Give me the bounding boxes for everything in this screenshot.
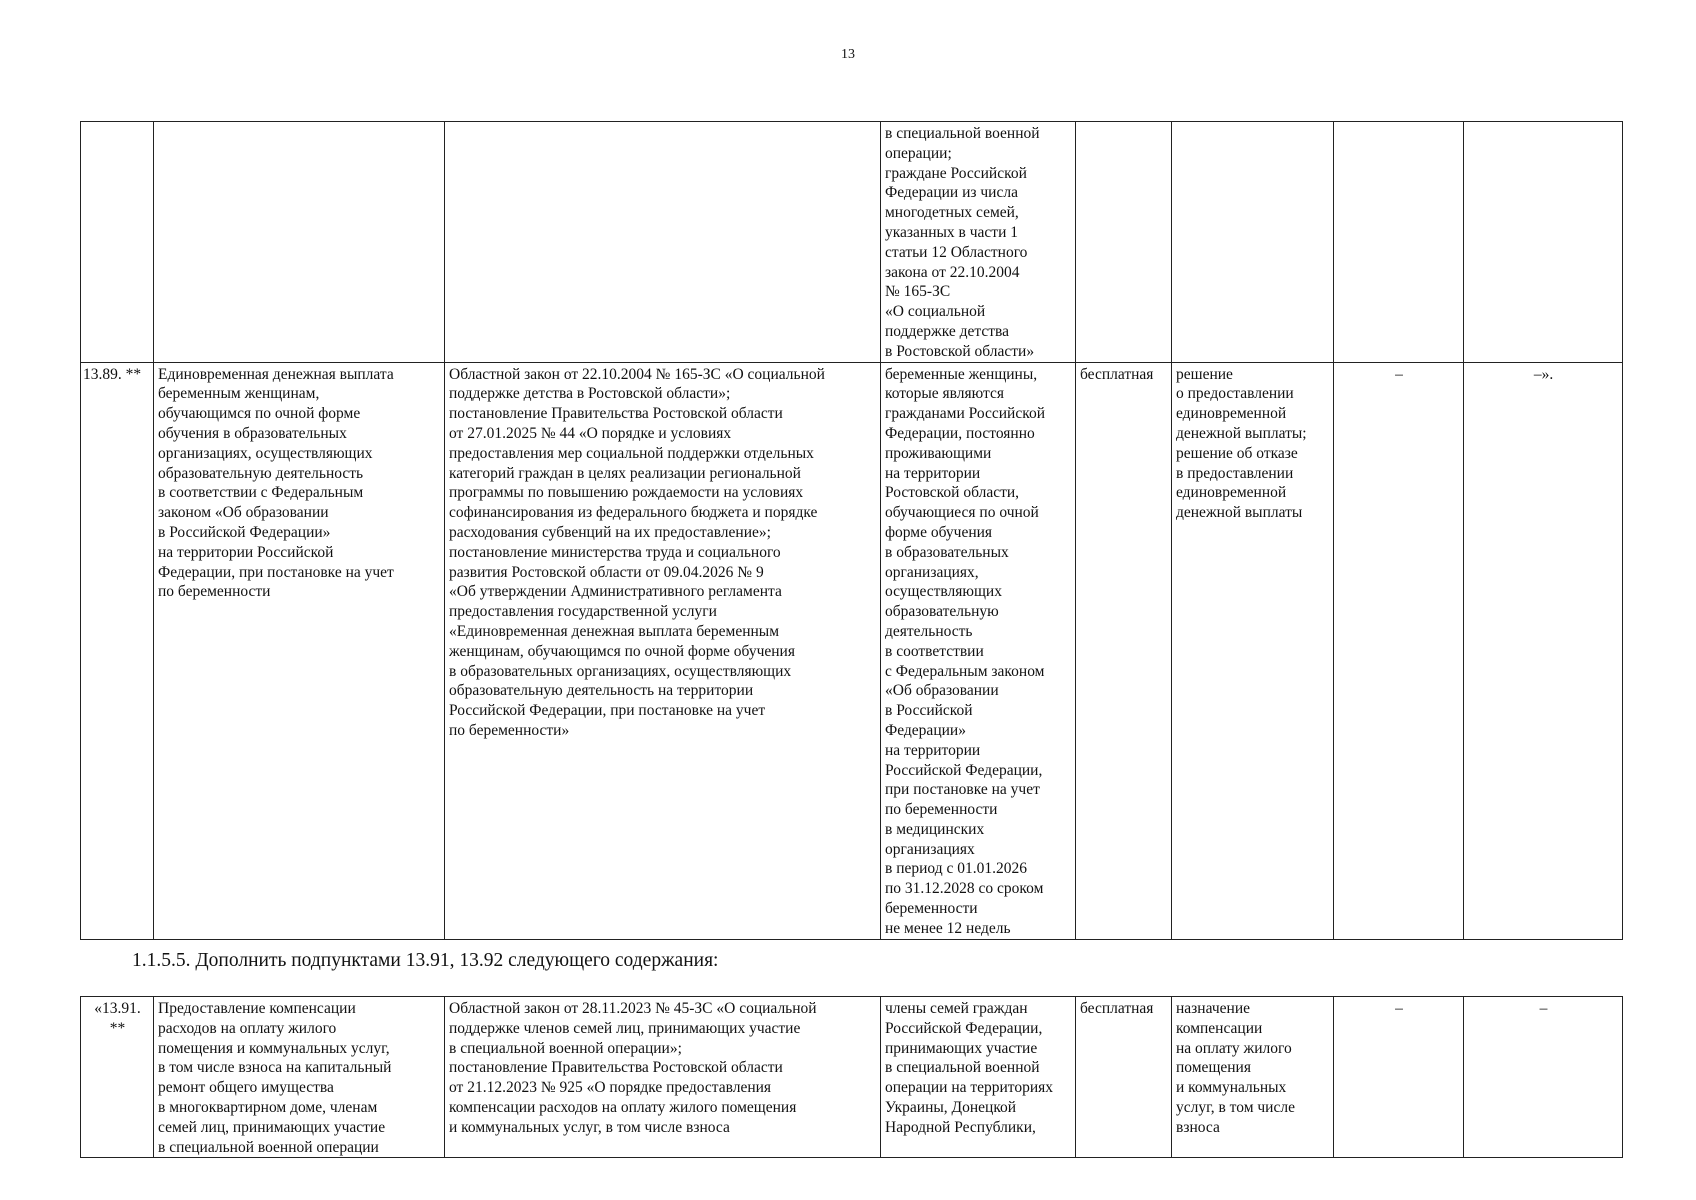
table-cell — [1334, 122, 1464, 363]
service-name-cell: Единовременная денежная выплата беременным женщинам, обучающимся по очной форме обучения в образовательных организациях, осуществляющих образовательную деятельность в соответствии с Федеральным законом «Об образовании в Российской Федерации» на территории Российской Федерации, при постановке на учет по беременности — [154, 362, 445, 939]
service-name-cell: Предоставление компенсации расходов на оплату жилого помещения и коммунальных услуг, в том числе взноса на капитальный ремонт общего имущества в многоквартирном доме, членам семей лиц, принимающих участие в специальной военной операции — [154, 997, 445, 1158]
row-number: «13.91. ** — [81, 997, 154, 1158]
table-row — [81, 362, 1623, 939]
legal-basis-cell: Областной закон от 22.10.2004 № 165-ЗС «О социальной поддержке детства в Ростовской области»; постановление Правительства Ростовской области от 27.01.2025 № 44 «О порядке и условиях предоставления мер социальной поддержки отдельных категорий граждан в целях реализации региональной программы по повышению рождаемости на условиях софинансирования из федерального бюджета и порядке расходования субвенций на их предоставление»; постановление министерства труда и социального развития Ростовской области от 09.04.2026 № 9 «Об утверждении Административного регламента предоставления государственной услуги «Единовременная денежная выплата беременным женщинам, обучающимся по очной форме обучения в образовательных организациях, осуществляющих образовательную деятельность на территории Российской Федерации, при постановке на учет по беременности» — [445, 362, 881, 939]
table-cell — [1172, 122, 1334, 363]
table-cell — [154, 122, 445, 363]
page-number: 13 — [841, 47, 855, 62]
section-heading: 1.1.5.5. Дополнить подпунктами 13.91, 13.92 следующего содержания: — [132, 950, 719, 971]
row-number: 13.89. ** — [81, 362, 154, 939]
recipients-cell: в специальной военной операции; граждане Российской Федерации из числа многодетных семей, указанных в части 1 статьи 12 Областного закона от 22.10.2004 № 165-ЗС «О социальной поддержке детства в Ростовской области» — [881, 122, 1076, 363]
recipients-cell: беременные женщины, которые являются гражданами Российской Федерации, постоянно проживающими на территории Ростовской области, обучающиеся по очной форме обучения в образовательных организациях, осуществляющих образовательную деятельность в соответствии с Федеральным законом «Об образовании в Российской Федерации» на территории Российской Федерации, при постановке на учет по беременности в медицинских организациях в период с 01.01.2026 по 31.12.2028 со сроком беременности не менее 12 недель — [881, 362, 1076, 939]
table-cell — [1076, 122, 1172, 363]
table-row — [81, 122, 1623, 363]
result-cell: назначение компенсации на оплату жилого помещения и коммунальных услуг, в том числе взноса — [1172, 997, 1334, 1158]
table-cell: – — [1334, 362, 1464, 939]
services-table-new — [80, 996, 1623, 1158]
table-cell: – — [1334, 997, 1464, 1158]
table-cell: –». — [1464, 362, 1623, 939]
result-cell: решение о предоставлении единовременной денежной выплаты; решение об отказе в предоставлении единовременной денежной выплаты — [1172, 362, 1334, 939]
table-cell — [81, 122, 154, 363]
cost-cell: бесплатная — [1076, 997, 1172, 1158]
recipients-cell: члены семей граждан Российской Федерации, принимающих участие в специальной военной операции на территориях Украины, Донецкой Народной Республики, — [881, 997, 1076, 1158]
table-cell — [445, 122, 881, 363]
cost-cell: бесплатная — [1076, 362, 1172, 939]
table-cell — [1464, 122, 1623, 363]
table-cell: – — [1464, 997, 1623, 1158]
table-row — [81, 997, 1623, 1158]
legal-basis-cell: Областной закон от 28.11.2023 № 45-ЗС «О социальной поддержке членов семей лиц, принимающих участие в специальной военной операции»; постановление Правительства Ростовской области от 21.12.2023 № 925 «О порядке предоставления компенсации расходов на оплату жилого помещения и коммунальных услуг, в том числе взноса — [445, 997, 881, 1158]
services-table-continued — [80, 121, 1623, 940]
